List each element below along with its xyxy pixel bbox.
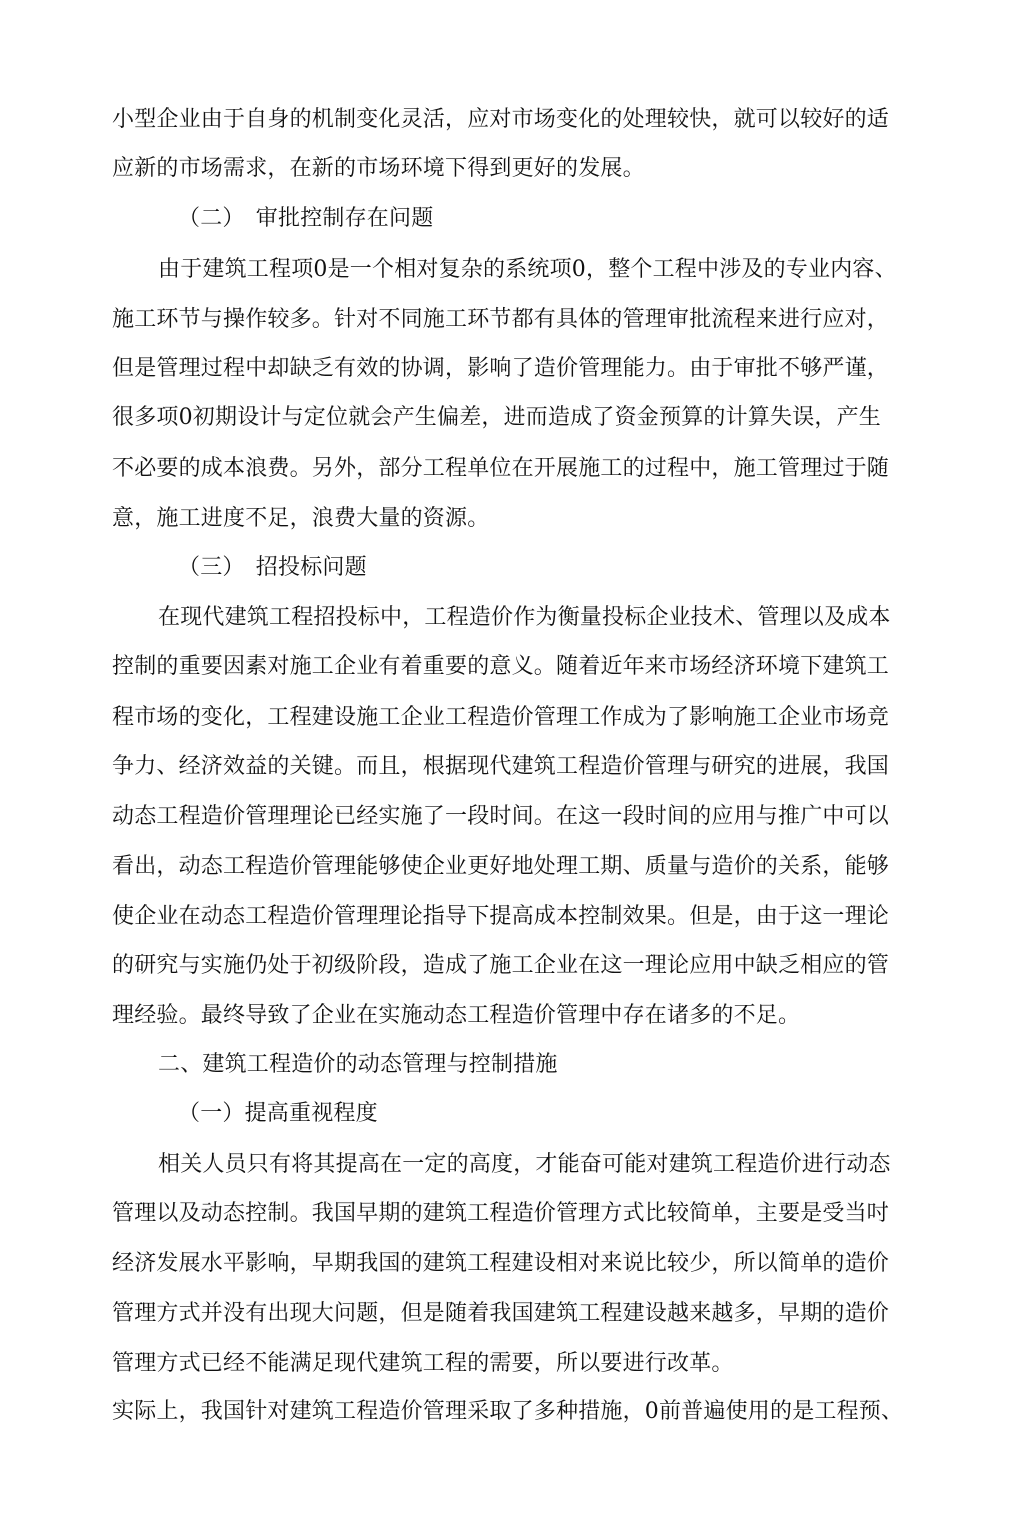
paragraph-line: 管理方式并没有出现大问题，但是随着我国建筑工程建设越来越多，早期的造价 (112, 1301, 890, 1326)
paragraph-line: 看出，动态工程造价管理能够使企业更好地处理工期、质量与造价的关系，能够 (112, 854, 890, 879)
paragraph-line: 管理方式已经不能满足现代建筑工程的需要，所以要进行改革。 (112, 1351, 734, 1376)
paragraph-line: 意，施工进度不足，浪费大量的资源。 (112, 506, 490, 531)
section-heading: （一）提高重视程度 (178, 1101, 378, 1126)
paragraph-line: 管理以及动态控制。我国早期的建筑工程造价管理方式比较简单，主要是受当吋 (112, 1201, 890, 1226)
paragraph-line: 相关人员只有将其提高在一定的高度，才能奋可能对建筑工程造价进行动态 (158, 1152, 891, 1177)
paragraph-line: 在现代建筑工程招投标中，工程造价作为衡量投标企业技术、管理以及成本 (158, 605, 891, 630)
paragraph-line: 理经验。最终导致了企业在实施动态工程造价管理中存在诸多的不足。 (112, 1003, 801, 1028)
paragraph-line: 但是管理过程中却缺乏有效的协调，影响了造价管理能力。由于审批不够严谨， (112, 356, 890, 381)
paragraph-line: 程市场的变化，工程建设施工企业工程造价管理工作成为了影响施工企业市场竞 (112, 705, 890, 730)
paragraph-line: 控制的重要因素对施工企业有着重要的意义。随着近年来市场经济环境下建筑工 (112, 654, 890, 679)
paragraph-line: 实际上，我国针对建筑工程造价管理采取了多种措施，0前普遍使用的是工程预、 (112, 1399, 904, 1424)
paragraph-line: 由于建筑工程项0是一个相对复杂的系统项0，整个工程中涉及的专业内容、 (158, 257, 897, 282)
paragraph-line: 的研究与实施仍处于初级阶段，造成了施工企业在这一理论应用中缺乏相应的管 (112, 953, 890, 978)
paragraph-line: 动态工程造价管理理论已经实施了一段时间。在这一段时间的应用与推广中可以 (112, 804, 890, 829)
paragraph-line: 应新的市场需求，在新的市场环境下得到更好的发展。 (112, 156, 645, 181)
section-heading: （二） 审批控制存在问题 (178, 206, 434, 231)
paragraph-line: 不必要的成本浪费。另外，部分工程单位在开展施工的过程中，施工管理过于随 (112, 456, 890, 481)
section-heading: （三） 招投标问题 (178, 555, 367, 580)
paragraph-line: 施工环节与操作较多。针对不同施工环节都有具体的管理审批流程来进行应对， (112, 307, 890, 332)
paragraph-line: 很多项0初期设计与定位就会产生偏差，进而造成了资金预算的计算失误，产生 (112, 405, 881, 430)
paragraph-line: 小型企业由于自身的机制变化灵活，应对市场变化的处理较快，就可以较好的适 (112, 107, 890, 132)
paragraph-line: 使企业在动态工程造价管理理论指导下提高成本控制效果。但是，由于这一理论 (112, 904, 890, 929)
paragraph-line: 争力、经济效益的关键。而且，根据现代建筑工程造价管理与研究的进展，我国 (112, 754, 890, 779)
paragraph-line: 经济发展水平影响，早期我国的建筑工程建设相对来说比较少，所以简单的造价 (112, 1251, 890, 1276)
chapter-heading: 二、建筑工程造价的动态管理与控制措施 (158, 1052, 558, 1077)
